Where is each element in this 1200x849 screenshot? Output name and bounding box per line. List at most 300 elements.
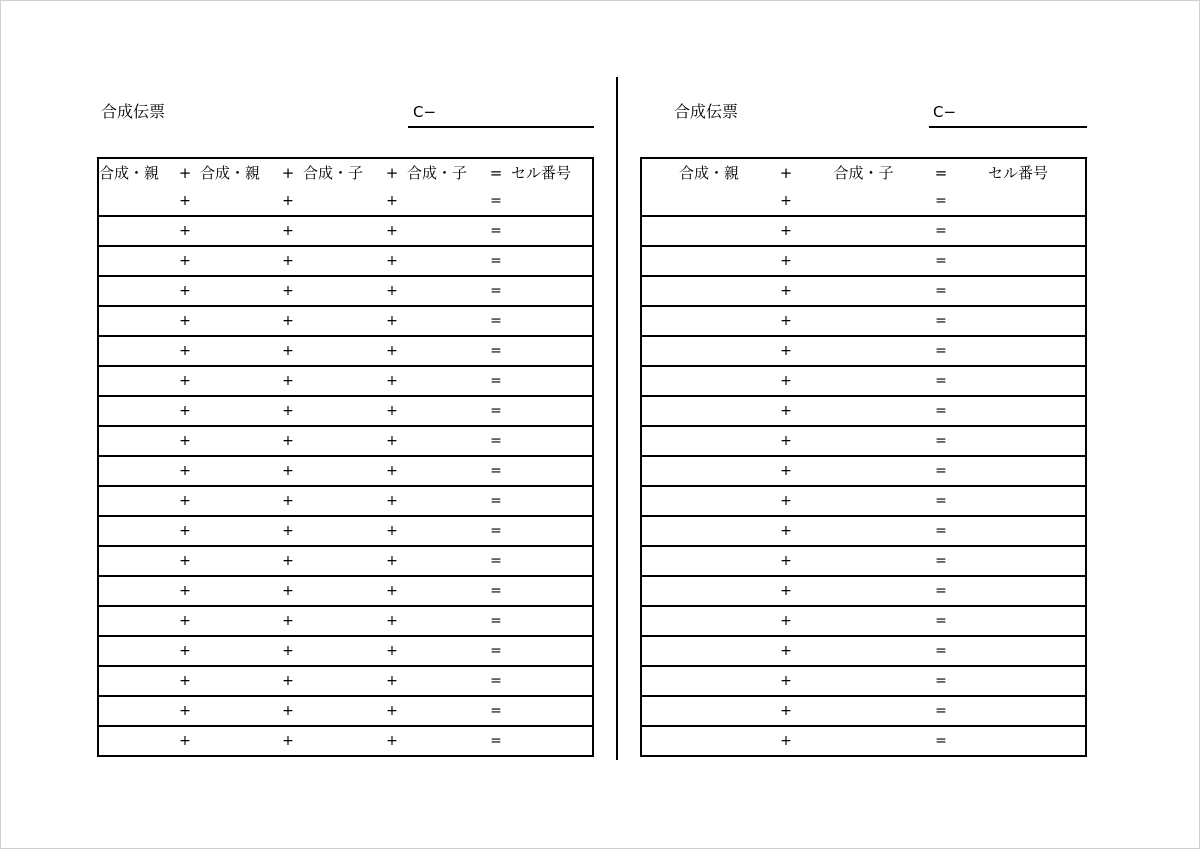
right-entry-cell[interactable]	[641, 606, 776, 636]
left-entry-cell[interactable]	[407, 516, 481, 546]
left-entry-cell[interactable]	[200, 606, 273, 636]
left-entry-cell[interactable]	[511, 306, 593, 336]
right-row-symbol: +	[776, 576, 796, 606]
left-entry-cell[interactable]	[200, 246, 273, 276]
left-entry-cell[interactable]	[511, 426, 593, 456]
left-entry-cell[interactable]	[303, 546, 377, 576]
left-table-row	[98, 546, 593, 576]
left-entry-cell[interactable]	[407, 726, 481, 756]
left-entry-cell[interactable]	[98, 426, 170, 456]
left-entry-cell[interactable]	[303, 187, 377, 216]
left-row-symbol: +	[273, 456, 303, 486]
right-row-symbol: +	[776, 366, 796, 396]
left-entry-cell[interactable]	[98, 276, 170, 306]
left-entry-cell[interactable]	[511, 666, 593, 696]
right-row-symbol: +	[776, 426, 796, 456]
right-row-symbol: =	[931, 546, 951, 576]
left-entry-cell[interactable]	[511, 366, 593, 396]
right-row-symbol: =	[931, 666, 951, 696]
left-entry-cell[interactable]	[407, 246, 481, 276]
right-entry-cell[interactable]	[796, 546, 931, 576]
left-row-symbol: +	[377, 606, 407, 636]
left-entry-cell[interactable]	[511, 606, 593, 636]
right-row-symbol: =	[931, 516, 951, 546]
left-entry-cell[interactable]	[98, 516, 170, 546]
left-entry-cell[interactable]	[98, 666, 170, 696]
left-table-row	[98, 306, 593, 336]
right-entry-cell[interactable]	[641, 246, 776, 276]
right-entry-cell[interactable]	[951, 456, 1086, 486]
right-entry-cell[interactable]	[951, 516, 1086, 546]
left-row-symbol: +	[170, 366, 200, 396]
right-entry-cell[interactable]	[641, 216, 776, 246]
left-header-plus-1: +	[178, 164, 192, 182]
right-row-symbol: +	[776, 486, 796, 516]
left-header-child-1: 合成・子	[303, 164, 364, 182]
left-row-symbol: +	[273, 636, 303, 666]
right-entry-cell[interactable]	[641, 276, 776, 306]
right-row-symbol: +	[776, 306, 796, 336]
right-entry-cell[interactable]	[796, 187, 931, 216]
right-row-symbol: +	[780, 733, 792, 749]
right-table-row	[641, 606, 1086, 636]
right-code-underline	[929, 126, 1087, 128]
right-slip-table	[640, 157, 1087, 757]
left-table-row	[98, 576, 593, 606]
left-row-symbol: +	[377, 576, 407, 606]
left-row-symbol: +	[170, 426, 200, 456]
right-header-child: 合成・子	[833, 164, 894, 182]
left-table-row	[98, 726, 593, 756]
right-entry-cell[interactable]	[641, 576, 776, 606]
left-entry-cell[interactable]	[511, 516, 593, 546]
left-row-symbol: +	[377, 366, 407, 396]
left-row-symbol: +	[273, 276, 303, 306]
left-entry-cell[interactable]	[407, 396, 481, 426]
right-entry-cell[interactable]	[951, 486, 1086, 516]
left-row-symbol: +	[377, 246, 407, 276]
left-entry-cell[interactable]	[303, 306, 377, 336]
left-row-symbol: +	[273, 246, 303, 276]
left-entry-cell[interactable]	[200, 666, 273, 696]
left-row-symbol: =	[481, 187, 511, 216]
left-header-parent-2: 合成・親	[200, 164, 261, 182]
right-entry-cell[interactable]	[951, 187, 1086, 216]
left-entry-cell[interactable]	[200, 726, 273, 756]
left-entry-cell[interactable]	[98, 366, 170, 396]
left-row-symbol: +	[282, 733, 294, 749]
left-row-symbol: +	[273, 666, 303, 696]
left-row-symbol: =	[481, 606, 511, 636]
left-row-symbol: =	[481, 246, 511, 276]
right-row-symbol: =	[931, 456, 951, 486]
left-header-plus-2: +	[281, 164, 295, 182]
left-entry-cell[interactable]	[303, 246, 377, 276]
left-entry-cell[interactable]	[200, 576, 273, 606]
left-table-row	[98, 426, 593, 456]
left-entry-cell[interactable]	[98, 636, 170, 666]
right-row-symbol: +	[776, 696, 796, 726]
left-entry-cell[interactable]	[303, 576, 377, 606]
left-entry-cell[interactable]	[511, 216, 593, 246]
left-row-symbol: +	[170, 666, 200, 696]
left-entry-cell[interactable]	[303, 426, 377, 456]
left-row-symbol: +	[273, 396, 303, 426]
center-divider	[616, 77, 618, 760]
left-row-symbol: +	[377, 516, 407, 546]
left-row-symbol: +	[377, 666, 407, 696]
left-entry-cell[interactable]	[407, 606, 481, 636]
right-entry-cell[interactable]	[641, 666, 776, 696]
right-row-symbol: +	[776, 456, 796, 486]
right-table-body	[641, 187, 1086, 756]
left-entry-cell[interactable]	[303, 516, 377, 546]
left-entry-cell[interactable]	[200, 276, 273, 306]
right-entry-cell[interactable]	[796, 486, 931, 516]
left-table-row	[98, 366, 593, 396]
right-table-row	[641, 666, 1086, 696]
left-row-symbol: +	[273, 216, 303, 246]
left-entry-cell[interactable]	[98, 216, 170, 246]
right-row-symbol: =	[931, 396, 951, 426]
left-row-symbol: +	[377, 187, 407, 216]
right-row-symbol: =	[931, 246, 951, 276]
left-table-row	[98, 666, 593, 696]
left-entry-cell[interactable]	[303, 336, 377, 366]
right-entry-cell[interactable]	[641, 696, 776, 726]
left-row-symbol: +	[377, 336, 407, 366]
right-entry-cell[interactable]	[951, 696, 1086, 726]
left-entry-cell[interactable]	[303, 666, 377, 696]
left-entry-cell[interactable]	[303, 636, 377, 666]
left-row-symbol: =	[481, 666, 511, 696]
left-row-symbol: +	[170, 187, 200, 216]
left-code-underline	[408, 126, 594, 128]
right-entry-cell[interactable]	[951, 366, 1086, 396]
left-table-row	[98, 456, 593, 486]
left-row-symbol: =	[481, 276, 511, 306]
right-entry-cell[interactable]	[796, 426, 931, 456]
right-row-symbol: +	[776, 276, 796, 306]
left-entry-cell[interactable]	[303, 606, 377, 636]
right-entry-cell[interactable]	[951, 216, 1086, 246]
left-entry-cell[interactable]	[303, 366, 377, 396]
right-entry-cell[interactable]	[641, 366, 776, 396]
right-entry-cell[interactable]	[641, 456, 776, 486]
left-entry-cell[interactable]	[98, 696, 170, 726]
left-row-symbol: +	[386, 733, 398, 749]
right-entry-cell[interactable]	[796, 666, 931, 696]
right-entry-cell[interactable]	[641, 636, 776, 666]
left-row-symbol: +	[273, 187, 303, 216]
left-entry-cell[interactable]	[511, 187, 593, 216]
right-table-row	[641, 486, 1086, 516]
left-entry-cell[interactable]	[511, 276, 593, 306]
left-entry-cell[interactable]	[511, 696, 593, 726]
right-row-symbol: =	[935, 733, 947, 749]
left-row-symbol: +	[170, 336, 200, 366]
right-entry-cell[interactable]	[951, 246, 1086, 276]
right-entry-cell[interactable]	[796, 456, 931, 486]
left-entry-cell[interactable]	[407, 426, 481, 456]
left-entry-cell[interactable]	[200, 336, 273, 366]
left-row-symbol: +	[170, 546, 200, 576]
right-entry-cell[interactable]	[951, 726, 1086, 756]
right-table-row	[641, 426, 1086, 456]
right-row-symbol: +	[776, 546, 796, 576]
left-entry-cell[interactable]	[407, 276, 481, 306]
right-slip-title: 合成伝票	[674, 102, 739, 121]
right-entry-cell[interactable]	[641, 396, 776, 426]
left-entry-cell[interactable]	[200, 456, 273, 486]
right-entry-cell[interactable]	[796, 696, 931, 726]
left-entry-cell[interactable]	[98, 336, 170, 366]
left-entry-cell[interactable]	[303, 396, 377, 426]
left-entry-cell[interactable]	[407, 696, 481, 726]
right-row-symbol: +	[776, 636, 796, 666]
right-entry-cell[interactable]	[796, 246, 931, 276]
left-row-symbol: +	[273, 336, 303, 366]
left-slip-title: 合成伝票	[101, 102, 166, 121]
left-entry-cell[interactable]	[200, 306, 273, 336]
left-row-symbol: +	[377, 456, 407, 486]
left-row-symbol: +	[377, 696, 407, 726]
right-entry-cell[interactable]	[951, 576, 1086, 606]
left-row-symbol: +	[170, 216, 200, 246]
left-row-symbol: +	[273, 546, 303, 576]
left-entry-cell[interactable]	[98, 306, 170, 336]
left-entry-cell[interactable]	[98, 486, 170, 516]
right-entry-cell[interactable]	[951, 666, 1086, 696]
right-header-row	[641, 158, 1086, 187]
right-entry-cell[interactable]	[641, 306, 776, 336]
left-row-symbol: +	[170, 696, 200, 726]
left-row-symbol: +	[377, 396, 407, 426]
left-entry-cell[interactable]	[407, 216, 481, 246]
right-entry-cell[interactable]	[796, 276, 931, 306]
left-entry-cell[interactable]	[98, 606, 170, 636]
left-table-body	[98, 187, 593, 756]
left-row-symbol: =	[481, 426, 511, 456]
right-entry-cell[interactable]	[796, 306, 931, 336]
right-table-row	[641, 546, 1086, 576]
right-entry-cell[interactable]	[641, 726, 776, 756]
right-entry-cell[interactable]	[796, 726, 931, 756]
left-entry-cell[interactable]	[98, 546, 170, 576]
left-header-cell-number: セル番号	[511, 164, 572, 182]
left-row-symbol: +	[377, 636, 407, 666]
left-entry-cell[interactable]	[200, 516, 273, 546]
left-row-symbol: +	[273, 606, 303, 636]
left-row-symbol: =	[490, 733, 502, 749]
right-row-symbol: =	[931, 426, 951, 456]
left-row-symbol: +	[273, 516, 303, 546]
left-entry-cell[interactable]	[98, 187, 170, 216]
left-entry-cell[interactable]	[200, 426, 273, 456]
left-slip-table	[97, 157, 594, 757]
right-entry-cell[interactable]	[951, 426, 1086, 456]
left-row-symbol: +	[170, 306, 200, 336]
left-entry-cell[interactable]	[407, 636, 481, 666]
right-entry-cell[interactable]	[796, 396, 931, 426]
left-entry-cell[interactable]	[200, 696, 273, 726]
right-entry-cell[interactable]	[951, 396, 1086, 426]
left-entry-cell[interactable]	[407, 456, 481, 486]
left-entry-cell[interactable]	[511, 246, 593, 276]
right-row-symbol: =	[931, 306, 951, 336]
left-table-row	[98, 636, 593, 666]
right-row-symbol: +	[776, 516, 796, 546]
left-table-row	[98, 216, 593, 246]
left-entry-cell[interactable]	[511, 576, 593, 606]
left-row-symbol: +	[170, 246, 200, 276]
left-row-symbol: +	[179, 733, 191, 749]
right-entry-cell[interactable]	[641, 336, 776, 366]
left-row-symbol: +	[377, 306, 407, 336]
left-entry-cell[interactable]	[407, 306, 481, 336]
left-entry-cell[interactable]	[511, 486, 593, 516]
right-row-symbol: =	[931, 187, 951, 216]
right-entry-cell[interactable]	[796, 336, 931, 366]
left-entry-cell[interactable]	[303, 216, 377, 246]
left-table-row	[98, 606, 593, 636]
left-entry-cell[interactable]	[200, 216, 273, 246]
left-entry-cell[interactable]	[407, 486, 481, 516]
right-row-symbol: =	[931, 606, 951, 636]
right-table-row	[641, 396, 1086, 426]
left-table-row	[98, 516, 593, 546]
left-entry-cell[interactable]	[200, 486, 273, 516]
right-table-row	[641, 276, 1086, 306]
right-table-row	[641, 216, 1086, 246]
left-entry-cell[interactable]	[303, 486, 377, 516]
left-entry-cell[interactable]	[303, 696, 377, 726]
left-header-equals: =	[489, 164, 503, 182]
right-table-row	[641, 336, 1086, 366]
right-entry-cell[interactable]	[641, 426, 776, 456]
right-entry-cell[interactable]	[641, 187, 776, 216]
right-entry-cell[interactable]	[796, 366, 931, 396]
left-row-symbol: +	[377, 426, 407, 456]
right-row-symbol: +	[776, 216, 796, 246]
left-code-label: C−	[413, 103, 437, 121]
left-row-symbol: =	[481, 546, 511, 576]
left-row-symbol: +	[170, 456, 200, 486]
left-row-symbol: +	[273, 486, 303, 516]
left-entry-cell[interactable]	[511, 336, 593, 366]
left-entry-cell[interactable]	[200, 187, 273, 216]
right-row-symbol: +	[776, 666, 796, 696]
right-entry-cell[interactable]	[796, 576, 931, 606]
left-entry-cell[interactable]	[200, 396, 273, 426]
left-table-row	[98, 276, 593, 306]
left-entry-cell[interactable]	[511, 456, 593, 486]
right-row-symbol: =	[931, 576, 951, 606]
left-row-symbol: +	[170, 606, 200, 636]
left-entry-cell[interactable]	[407, 546, 481, 576]
left-entry-cell[interactable]	[511, 396, 593, 426]
right-entry-cell[interactable]	[796, 636, 931, 666]
left-entry-cell[interactable]	[511, 636, 593, 666]
left-row-symbol: +	[273, 366, 303, 396]
left-entry-cell[interactable]	[303, 726, 377, 756]
right-row-symbol: =	[931, 636, 951, 666]
right-table-row	[641, 726, 1086, 756]
right-entry-cell[interactable]	[796, 216, 931, 246]
left-entry-cell[interactable]	[303, 276, 377, 306]
left-table-row	[98, 486, 593, 516]
left-entry-cell[interactable]	[98, 456, 170, 486]
right-entry-cell[interactable]	[951, 276, 1086, 306]
left-entry-cell[interactable]	[407, 187, 481, 216]
right-entry-cell[interactable]	[641, 546, 776, 576]
left-row-symbol: +	[170, 486, 200, 516]
left-row-symbol: +	[377, 216, 407, 246]
left-entry-cell[interactable]	[98, 396, 170, 426]
right-table-row	[641, 696, 1086, 726]
right-header-plus: +	[779, 164, 793, 182]
left-entry-cell[interactable]	[98, 246, 170, 276]
right-table-row	[641, 366, 1086, 396]
left-row-symbol: +	[377, 486, 407, 516]
left-header-row	[98, 158, 593, 187]
right-entry-cell[interactable]	[796, 606, 931, 636]
left-entry-cell[interactable]	[407, 666, 481, 696]
left-row-symbol: +	[170, 636, 200, 666]
left-row-symbol: =	[481, 696, 511, 726]
right-entry-cell[interactable]	[796, 516, 931, 546]
left-entry-cell[interactable]	[200, 636, 273, 666]
right-entry-cell[interactable]	[951, 306, 1086, 336]
right-row-symbol: +	[776, 187, 796, 216]
left-header-parent-1: 合成・親	[99, 164, 160, 182]
left-table-row	[98, 396, 593, 426]
right-entry-cell[interactable]	[951, 606, 1086, 636]
left-table-row	[98, 696, 593, 726]
right-entry-cell[interactable]	[951, 546, 1086, 576]
right-table-row	[641, 456, 1086, 486]
right-row-symbol: =	[931, 336, 951, 366]
right-table-row	[641, 516, 1086, 546]
left-row-symbol: =	[481, 576, 511, 606]
right-table-row	[641, 636, 1086, 666]
left-row-symbol: +	[377, 276, 407, 306]
left-row-symbol: +	[170, 576, 200, 606]
left-entry-cell[interactable]	[511, 546, 593, 576]
left-entry-cell[interactable]	[200, 366, 273, 396]
right-row-symbol: +	[776, 396, 796, 426]
right-entry-cell[interactable]	[641, 486, 776, 516]
right-header-equals: =	[934, 164, 948, 182]
right-row-symbol: +	[776, 336, 796, 366]
right-header-cell-number: セル番号	[987, 164, 1048, 182]
left-entry-cell[interactable]	[407, 366, 481, 396]
left-entry-cell[interactable]	[303, 456, 377, 486]
right-entry-cell[interactable]	[951, 636, 1086, 666]
right-entry-cell[interactable]	[951, 336, 1086, 366]
left-entry-cell[interactable]	[511, 726, 593, 756]
left-table-row	[98, 336, 593, 366]
left-entry-cell[interactable]	[407, 576, 481, 606]
right-row-symbol: =	[931, 276, 951, 306]
left-table-row	[98, 246, 593, 276]
right-entry-cell[interactable]	[641, 516, 776, 546]
left-row-symbol: =	[481, 456, 511, 486]
left-entry-cell[interactable]	[98, 726, 170, 756]
left-entry-cell[interactable]	[407, 336, 481, 366]
left-entry-cell[interactable]	[98, 576, 170, 606]
left-entry-cell[interactable]	[200, 546, 273, 576]
